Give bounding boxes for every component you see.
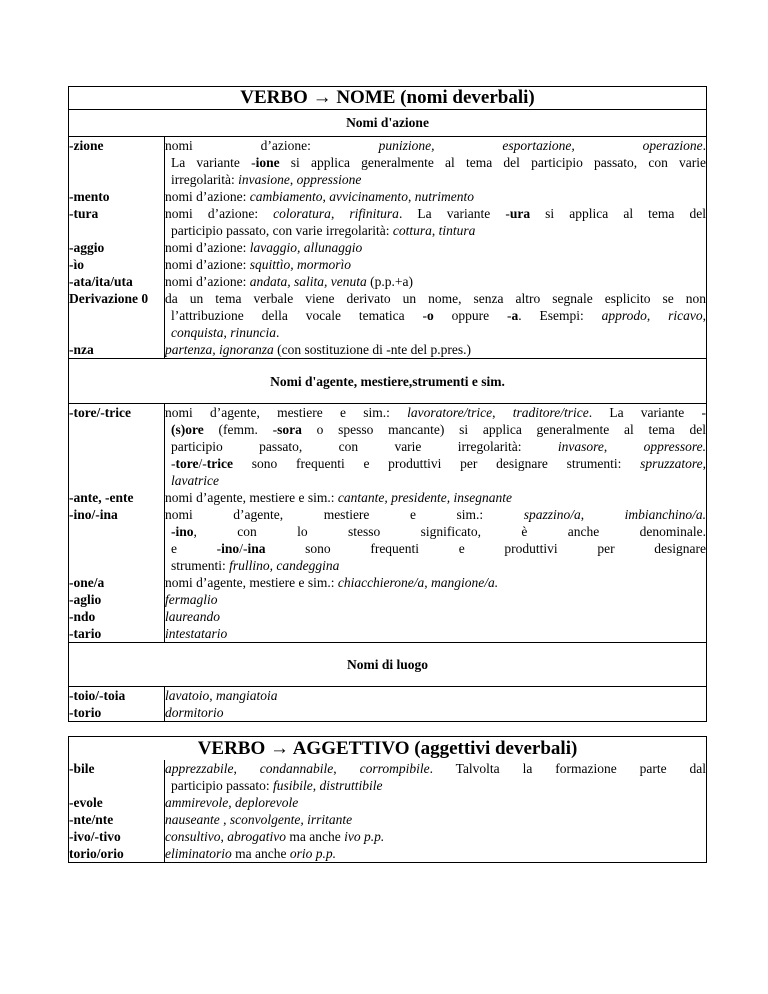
text-run: , [580,507,625,522]
italic-example: spruzzatore [640,456,703,471]
italic-example: tintura [438,223,476,238]
definition-line [165,506,706,523]
text-run: , [330,206,350,221]
definition-column [165,760,707,863]
suffix-label: -mento [69,189,110,204]
italic-example: deplorevole [234,795,299,810]
text-run: (con sostituzione di -nte del p.pres.) [273,342,471,357]
definition-line [165,828,706,845]
italic-example: dormitorio [165,705,224,720]
italic-example: nutrimento [414,189,474,204]
text-run: , [702,308,707,323]
table-verbo-nome [68,86,707,722]
suffix-label: -aglio [69,592,102,607]
definition-line [165,307,706,324]
italic-example: frullino, candeggina [229,558,340,573]
italic-example: approdo [601,308,647,323]
text-run: nomi d’agente, mestiere e sim.: [165,405,408,420]
definition-column [165,687,707,722]
bold-text: sora [277,422,302,437]
italic-example: mangione/a. [431,575,499,590]
text-run: l’attribuzione della vocale tematica - [171,308,427,323]
definition-line [165,455,706,472]
suffix-spacer [69,523,164,540]
text-run: , [431,223,439,238]
bold-text: trice [206,456,233,471]
definition-line [165,273,706,290]
suffix-spacer [69,472,164,489]
definition-line [165,811,706,828]
table-title: VERBO → AGGETTIVO (aggettivi deverbali) [69,737,707,761]
text-run: , [702,456,706,471]
italic-example: apprezzabile [165,761,234,776]
text-run: La variante - [171,155,256,170]
table-verbo-aggettivo [68,736,707,863]
text-run: nomi d’agente, mestiere e sim.: [165,507,524,522]
suffix-spacer [69,540,164,557]
definition-line [165,557,706,574]
definition-line [165,687,706,704]
definition-line [165,845,706,862]
definition-line [165,489,706,506]
definition-line [165,404,706,421]
italic-example: chiacchierone/a [337,575,425,590]
bold-text: tore [175,456,199,471]
italic-example: nauseante [165,812,220,827]
text-run: da un tema verbale viene derivato un nome, senza altro segnale esplicito se non [165,291,706,306]
suffix-spacer [69,222,164,239]
text-run: . Esempi: [518,308,602,323]
text-run: nomi d’azione: [165,274,250,289]
definition-line [165,324,706,341]
suffix-label: -ivo/-tivo [69,829,121,844]
text-run: sono frequenti e produttivi per designare strumenti: [232,456,641,471]
suffix-label: -zione [69,138,104,153]
text-run: /- [198,456,207,471]
text-run: , [424,575,432,590]
text-run: nomi d’azione: [165,206,274,221]
italic-example: sconvolgente, irritante [229,812,353,827]
suffix-spacer [69,777,164,794]
italic-example: corrompibile [359,761,430,776]
italic-example: intestatario [165,626,228,641]
italic-example: condannabile [259,761,334,776]
italic-example: fermaglio [165,592,218,607]
suffix-spacer [69,455,164,472]
text-run: participio passato, con varie irregolarità: [171,223,393,238]
text-run: si applica al tema del [530,206,706,221]
suffix-label: Derivazione 0 [69,291,149,306]
text-run: ma anche [286,829,345,844]
italic-example: oppressione [296,172,362,187]
bold-text: o [426,308,434,323]
text-run: ma anche [231,846,290,861]
definition-line [165,704,706,721]
text-run: , [646,308,669,323]
text-run: si applica generalmente al tema del participio passato, con varie [279,155,706,170]
suffix-label: -ino/-ina [69,507,118,522]
definition-column [165,404,707,643]
definition-line [165,188,706,205]
italic-example: rinuncia [230,325,276,340]
text-run: . La variante - [588,405,706,420]
italic-example: laureando [165,609,220,624]
text-run: . [276,325,280,340]
section-heading-agente: Nomi d'agente, mestiere,strumenti e sim. [69,359,707,404]
italic-example: ammirevole [165,795,229,810]
suffix-label: -tore/-trice [69,405,131,420]
italic-example: consultivo [165,829,221,844]
definition-line [165,591,706,608]
bold-text: (s)ore [171,422,204,437]
definition-line [165,608,706,625]
text-run: , [228,795,235,810]
italic-example: traditore/trice [512,405,589,420]
suffix-column [69,687,165,722]
bold-text: a [511,308,519,323]
text-run: , [407,189,415,204]
text-run: oppure - [433,308,512,323]
text-run: sono frequenti e produttivi per designare [265,541,706,556]
table-title: VERBO → NOME (nomi deverbali) [69,87,707,110]
text-run: . [702,138,706,153]
suffix-spacer [69,557,164,574]
suffix-label: -one/a [69,575,105,590]
suffix-label: -tura [69,206,99,221]
italic-example: coloratura [273,206,331,221]
definition-line [165,421,706,438]
definition-line [165,472,706,489]
suffix-label: -toio/-toia [69,688,126,703]
text-run: , [333,761,360,776]
text-run: participio passato: [171,778,273,793]
italic-example: orio p.p. [289,846,336,861]
text-run: - [171,456,176,471]
definition-line [165,523,706,540]
italic-example: cantante, presidente, insegnante [337,490,513,505]
text-run: e - [171,541,222,556]
italic-example: punizione, esportazione, operazione [378,138,703,153]
italic-example: lavaggio, allunaggio [249,240,363,255]
definition-line [165,625,706,642]
italic-example: lavatrice [171,473,219,488]
italic-example: conquista [171,325,224,340]
suffix-column [69,137,165,359]
text-run: . La variante - [398,206,510,221]
definition-line [165,171,706,188]
definition-line [165,154,706,171]
text-run: nomi d’azione: [165,257,250,272]
bold-text: ura [509,206,531,221]
text-run: , [233,761,260,776]
text-run: /- [239,541,248,556]
definition-line [165,574,706,591]
suffix-label: -torio [69,705,102,720]
italic-example: avvicinamento [329,189,408,204]
text-run: irregolarità: [171,172,239,187]
text-run: . Talvolta la formazione parte dal [429,761,707,776]
suffix-column [69,760,165,863]
italic-example: invasore [557,439,604,454]
definition-line [165,256,706,273]
suffix-spacer [69,438,164,455]
italic-example: andata, salita, venuta [249,274,367,289]
text-run: o spesso mancante) si applica generalmente al tema del [301,422,706,437]
italic-example: spazzino/a [523,507,581,522]
definition-line [165,239,706,256]
suffix-column [69,404,165,643]
italic-example: rifinitura [349,206,399,221]
text-run: , [219,812,230,827]
suffix-label: -ndo [69,609,96,624]
bold-text: ione [255,155,280,170]
italic-example: lavatoio [165,688,210,703]
suffix-spacer [69,154,164,171]
suffix-spacer [69,307,164,324]
italic-example: cottura [392,223,432,238]
suffix-spacer [69,324,164,341]
definition-line [165,205,706,222]
suffix-label: -nza [69,342,94,357]
italic-example: lavoratore/trice [407,405,493,420]
section-heading-azione: Nomi d'azione [69,110,707,137]
text-run: nomi d’azione: [165,189,250,204]
bold-text: ina [247,541,266,556]
italic-example: oppressore. [643,439,706,454]
definition-line [165,290,706,307]
text-run: nomi d’azione: [165,138,379,153]
definition-line [165,777,706,794]
italic-example: ivo p.p. [344,829,385,844]
text-run: , [312,778,320,793]
definition-line [165,137,706,154]
italic-example: cambiamento [249,189,323,204]
suffix-label: -ata/ita/uta [69,274,133,289]
italic-example: imbianchino/a. [624,507,706,522]
suffix-spacer [69,421,164,438]
italic-example: mangiatoia [216,688,278,703]
definition-line [165,794,706,811]
suffix-label: -evole [69,795,103,810]
definition-line [165,760,706,777]
italic-example: squittìo, mormorìo [249,257,351,272]
definition-line [165,341,706,358]
text-run: (p.p.+a) [366,274,413,289]
italic-example: distruttibile [319,778,383,793]
suffix-label: -bile [69,761,95,776]
text-run: , [603,439,644,454]
definition-line [165,222,706,239]
italic-example: eliminatorio [165,846,232,861]
suffix-label: -ante, -ente [69,490,134,505]
text-run: strumenti: [171,558,230,573]
definition-line [165,540,706,557]
definition-column [165,137,707,359]
text-run: nomi d’agente, mestiere e sim.: [165,575,338,590]
suffix-label: -aggio [69,240,105,255]
bold-text: -ino [171,524,194,539]
text-run: , [322,189,330,204]
text-run: , con lo stesso significato, è anche denominale. [193,524,706,539]
bold-text: ino [221,541,240,556]
text-run: nomi d’azione: [165,240,250,255]
text-run: (femm. - [203,422,278,437]
text-run: , [223,325,231,340]
italic-example: ricavo [668,308,703,323]
suffix-label: -ìo [69,257,84,272]
italic-example: fusibile [272,778,313,793]
section-heading-luogo: Nomi di luogo [69,643,707,687]
text-run: participio passato, con varie irregolarità: [171,439,558,454]
italic-example: invasione [238,172,290,187]
text-run: nomi d’agente, mestiere e sim.: [165,490,338,505]
suffix-spacer [69,171,164,188]
italic-example: partenza, ignoranza [165,342,274,357]
text-run: , [220,829,228,844]
suffix-label: -tario [69,626,102,641]
text-run: , [289,172,297,187]
suffix-label: -nte/nte [69,812,114,827]
text-run: , [492,405,513,420]
italic-example: abrogativo [227,829,286,844]
text-run: , [209,688,216,703]
definition-line [165,438,706,455]
suffix-label: torio/orio [69,846,124,861]
